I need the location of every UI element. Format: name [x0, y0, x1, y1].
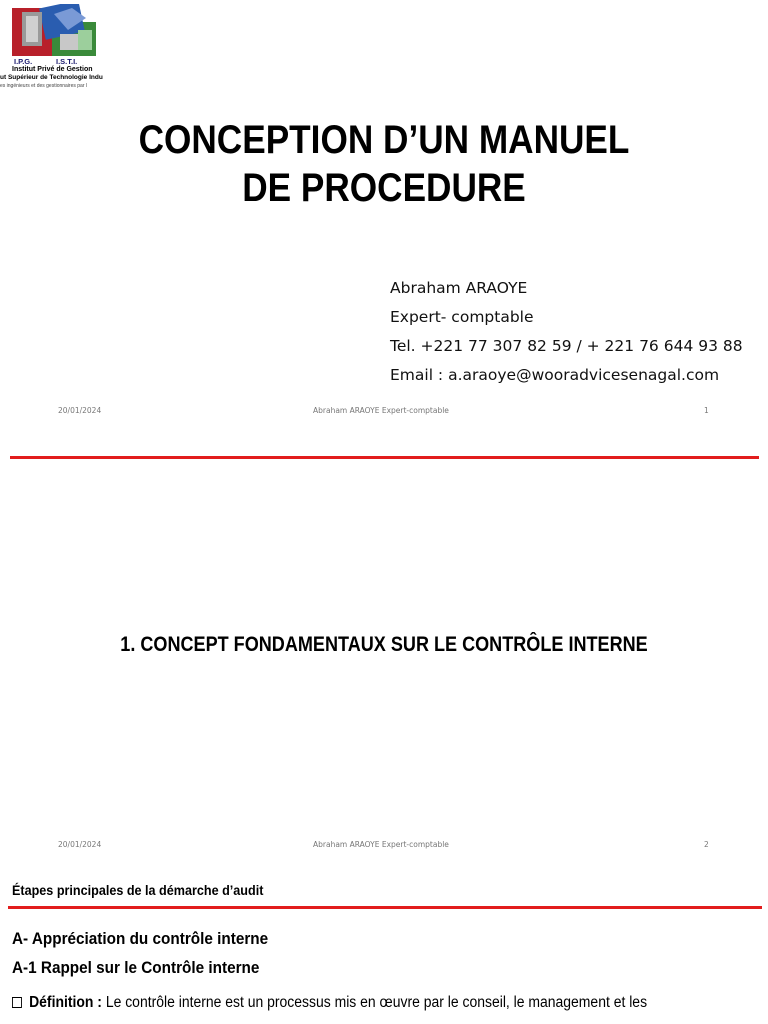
slide3-heading-rule: [8, 906, 762, 909]
logo-acronym-ipg: I.P.G.: [14, 57, 33, 66]
logo-institute-name: Institut Privé de Gestion: [12, 66, 93, 73]
slide1-title-line2: DE PROCEDURE: [242, 166, 526, 210]
slide3-subheading-a: A- Appréciation du contrôle interne: [12, 929, 269, 948]
slide3-subheading-a1: A-1 Rappel sur le Contrôle interne: [12, 958, 260, 977]
slide2-section-heading: 1. CONCEPT FONDAMENTAUX SUR LE CONTRÔLE INTERNE: [120, 633, 648, 656]
logo-emblem-icon: [12, 4, 98, 58]
slide1-page-number: 1: [704, 406, 709, 415]
institution-logo: [0, 0, 104, 92]
slide1-title-line1: CONCEPTION D’UN MANUEL: [138, 118, 630, 162]
slide1-footer-date: 20/01/2024: [58, 406, 102, 415]
slide1-title: [46, 116, 722, 212]
author-phone: Tel. +221 77 307 82 59 / + 221 76 644 93 88: [390, 337, 743, 355]
checkbox-bullet-icon: [12, 997, 22, 1008]
definition-bullet: [12, 994, 647, 1012]
definition-label: Définition :: [29, 994, 102, 1011]
logo-tagline: es ingénieurs et des gestionnaires par l: [0, 83, 87, 89]
author-name: Abraham ARAOYE: [390, 279, 528, 297]
slide1-footer-author: Abraham ARAOYE Expert-comptable: [313, 406, 449, 415]
author-block: [390, 274, 743, 390]
slide3-heading: Étapes principales de la démarche d’audit: [12, 882, 264, 898]
definition-text: Le contrôle interne est un processus mis en œuvre par le conseil, le management et les: [101, 994, 648, 1011]
slide-divider: [10, 456, 759, 459]
logo-institute-subname: ut Supérieur de Technologie Indu: [0, 74, 103, 81]
author-role: Expert- comptable: [390, 308, 534, 326]
slide2-footer-author: Abraham ARAOYE Expert-comptable: [313, 840, 449, 849]
slide2-page-number: 2: [704, 840, 709, 849]
logo-acronym-isti: I.S.T.I.: [56, 57, 78, 66]
author-email: Email : a.araoye@wooradvicesenagal.com: [390, 366, 720, 384]
slide2-footer-date: 20/01/2024: [58, 840, 102, 849]
logo-acronyms: [14, 57, 98, 66]
